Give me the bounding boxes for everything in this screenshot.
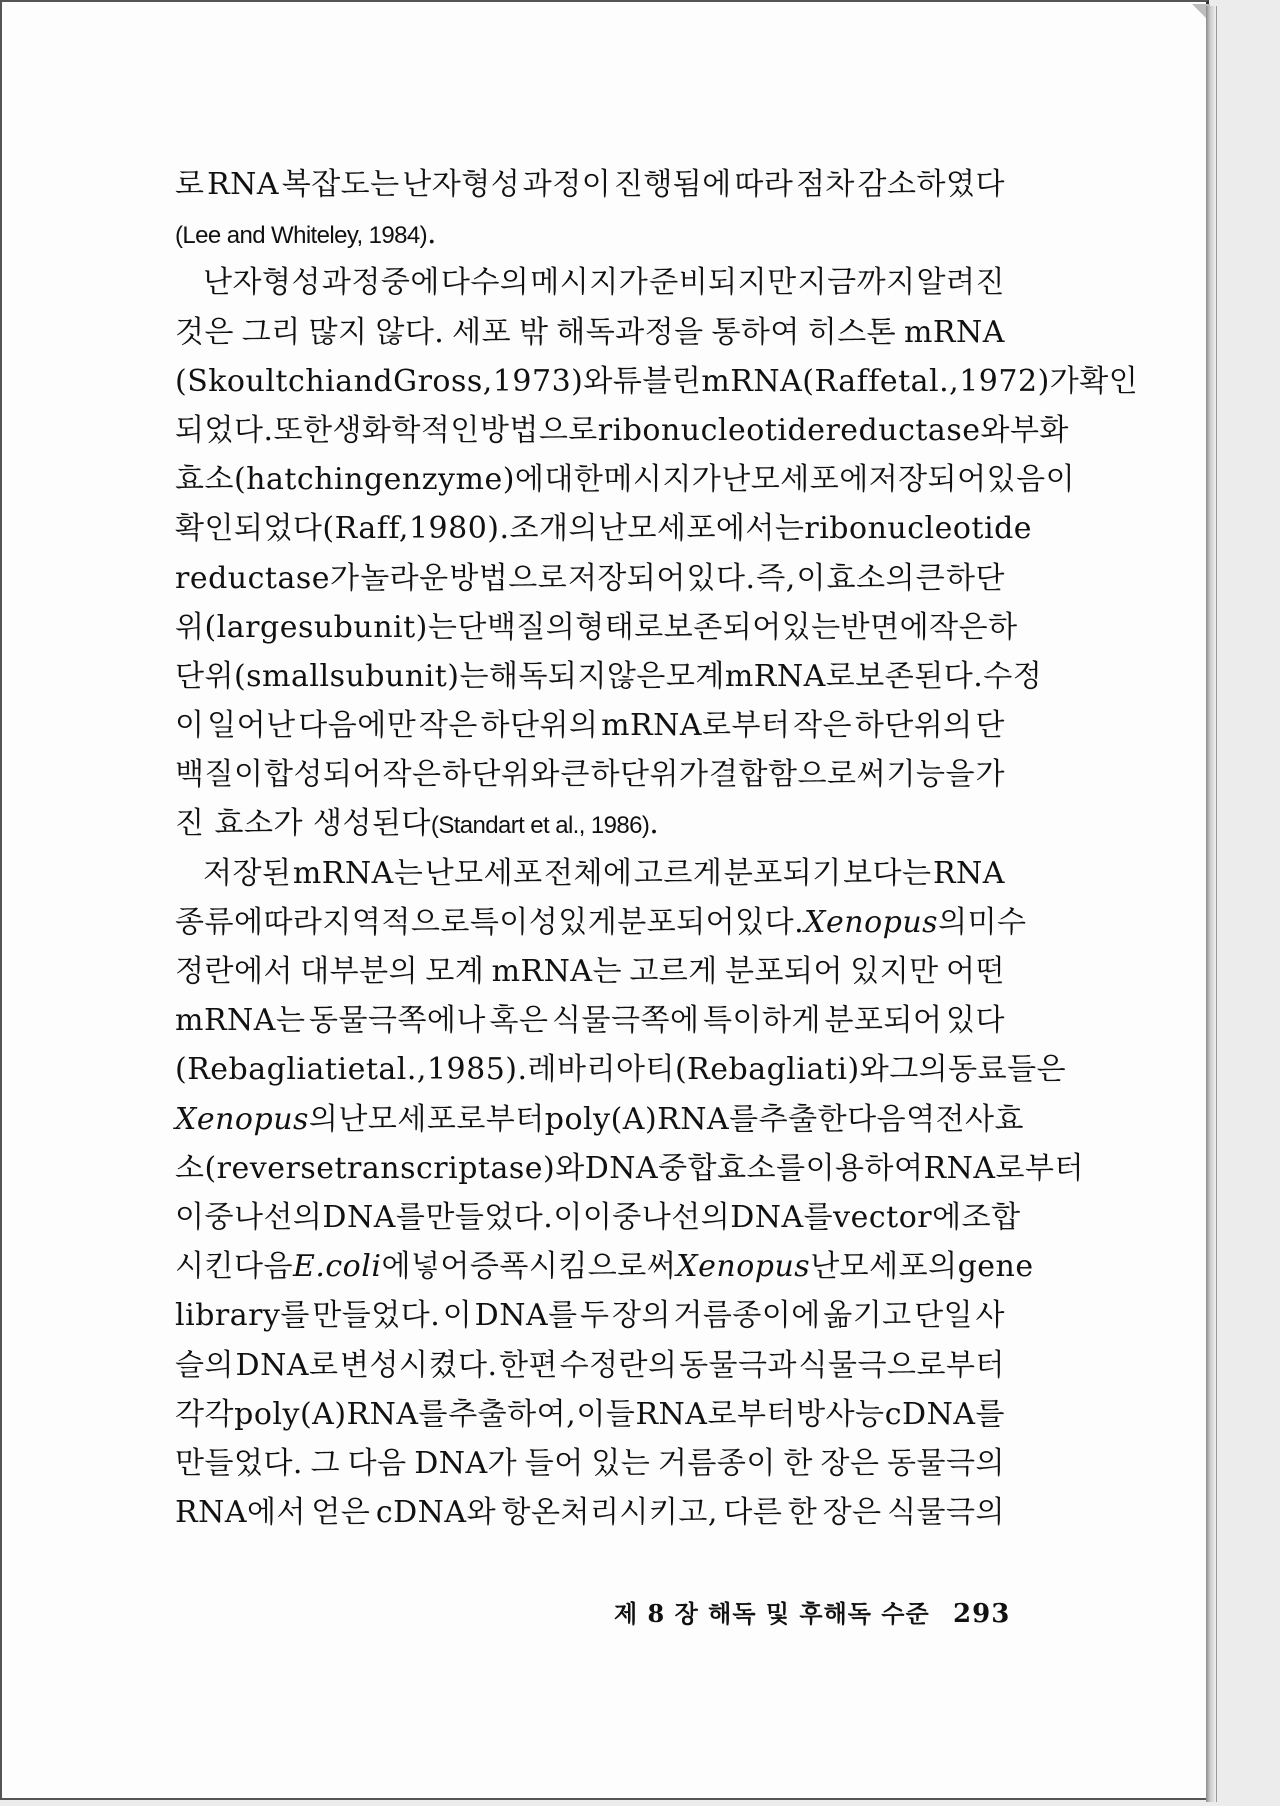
text-line: 만들었다. 그 다음 DNA가 들어 있는 거름종이 한 장은 동물극의 <box>175 1445 1005 1481</box>
text-line: 단위(small subunit)는 해독되지 않은 모계 mRNA로 보존된다. 수정 <box>175 658 1043 694</box>
text-line: 종류에 따라 지역적으로 특이성있게 분포되어 있다. Xenopus의 미수 <box>175 904 1027 940</box>
text-line: 되었다. 또한 생화학적인 방법으로 ribonucleotide reductase와 부화 <box>175 412 1069 448</box>
text-line: 시킨 다음 E. coli에 넣어 증폭시킴으로써 Xenopus 난모세포의 gene <box>175 1249 1034 1285</box>
body-text <box>175 160 1139 1537</box>
text-line: 이중나선의 DNA를 만들었다. 이 이중나선의 DNA를 vector에 조합 <box>175 1199 1021 1235</box>
page-edge-shadow <box>1206 6 1217 1802</box>
text-line: RNA에서 얻은 cDNA와 항온처리시키고, 다른 한 장은 식물극의 <box>175 1495 1005 1531</box>
section-title: 해독 및 후해독 수준 <box>708 1599 930 1628</box>
text-line: (Skoultchi and Gross, 1973)와 튜블린 mRNA(Raff et al., 1972)가 확인 <box>175 363 1139 399</box>
text-line: 슬의 DNA로 변성시켰다. 한편 수정란의 동물극과 식물극으로부터 <box>175 1347 1005 1383</box>
text-line: (Lee and Whiteley, 1984). <box>175 216 438 252</box>
text-line: reductase가 놀라운 방법으로 저장되어 있다. 즉, 이 효소의 큰 하단 <box>175 560 1005 596</box>
text-line: 것은 그리 많지 않다. 세포 밖 해독과정을 통하여 히스톤 mRNA <box>175 314 1005 350</box>
page-number: 293 <box>953 1599 1011 1629</box>
text-line: 효소(hatching enzyme)에 대한 메시지가 난모세포에 저장되어 있음이 <box>175 462 1076 498</box>
paragraph-start-line: 저장된 mRNA는 난모세포 전체에 고르게 분포되기 보다는 RNA <box>203 855 1005 891</box>
page-footer <box>614 1594 1010 1629</box>
text-line: 이 일어난 다음에만 작은 하단위의 mRNA로부터 작은 하단위의 단 <box>175 708 1005 744</box>
text-line: 로 RNA 복잡도는 난자형성 과정이 진행됨에 따라 점차 감소하였다 <box>175 167 1005 202</box>
text-line: 소(reverse transcriptase)와 DNA 중합효소를 이용하여 RNA로부터 <box>175 1150 1084 1186</box>
text-line: mRNA는 동물극쪽에나 혹은 식물극쪽에 특이하게 분포되어 있다 <box>175 1003 1005 1039</box>
text-line: Xenopus의 난모세포로부터 poly(A)RNA를 추출한 다음 역전사 효 <box>175 1101 1025 1137</box>
text-line: 각각 poly(A)RNA를 추출하여, 이들 RNA로부터 방사능 cDNA를 <box>175 1396 1005 1432</box>
paragraph-start-line: 난자형성 과정중에 다수의 메시지가 준비되지만 지금까지 알려진 <box>203 265 1005 301</box>
text-line: 백질이 합성되어 작은 하단위와 큰 하단위가 결합함으로써 기능을 가 <box>175 757 1005 793</box>
text-line: (Rebagliati et al., 1985). 레바리아티(Rebagliati)와 그의 동료들은 <box>175 1052 1067 1088</box>
chapter-label: 제 8 장 <box>614 1599 699 1628</box>
text-line: 정란에서 대부분의 모계 mRNA는 고르게 분포되어 있지만 어떤 <box>175 954 1005 989</box>
text-line: library를 만들었다. 이 DNA를 두 장의 거름종이에 옮기고 단일 사 <box>175 1298 1005 1334</box>
text-line: 확인되었다(Raff, 1980). 조개의 난모세포에서는 ribonucleotide <box>175 511 1033 547</box>
text-line: 위(large subunit)는 단백질의 형태로 보존되어 있는 반면에 작은 하 <box>175 609 1018 645</box>
text-line: 진 효소가 생성된다(Standart et al., 1986). <box>175 806 660 842</box>
